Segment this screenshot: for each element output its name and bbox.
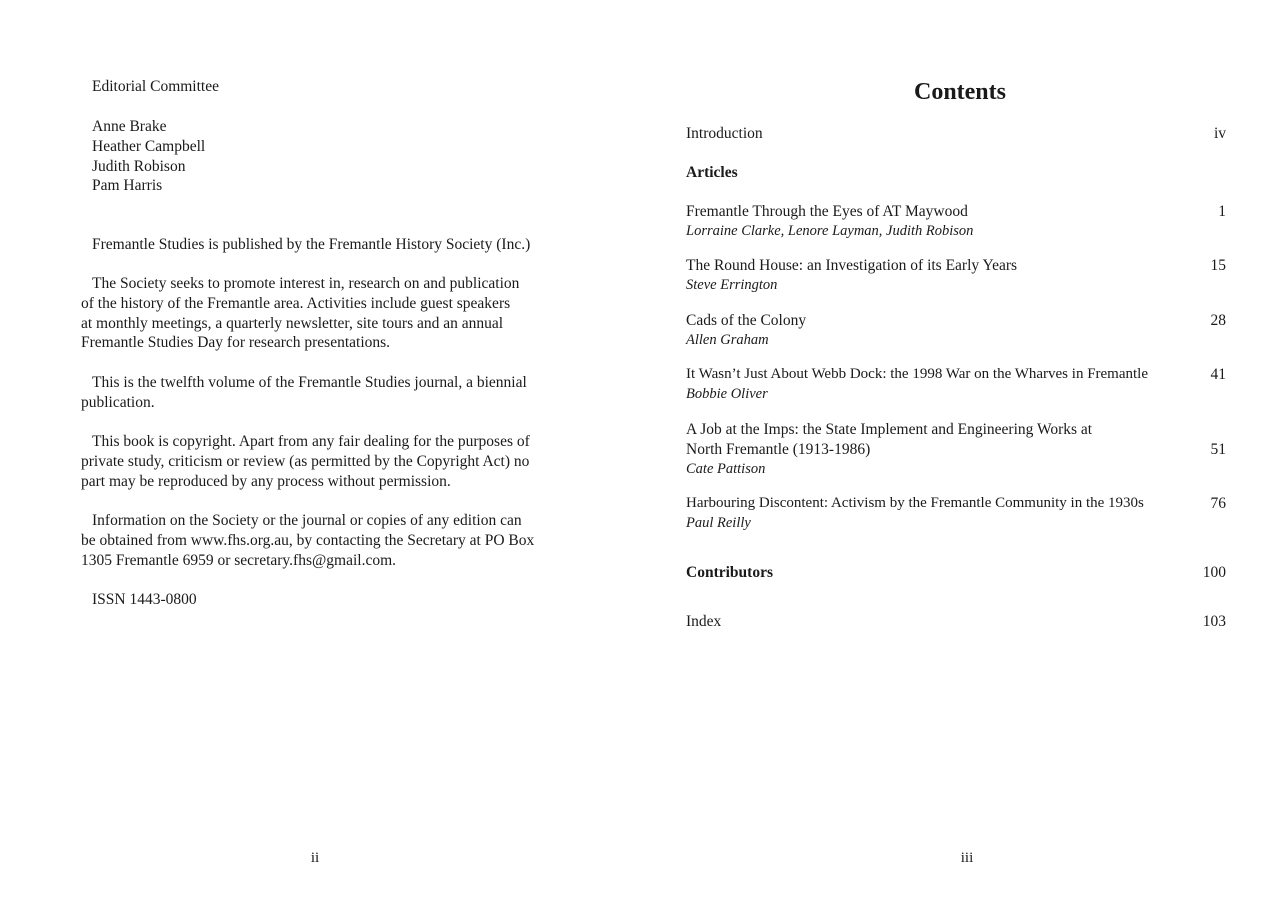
toc-entry-title-line-2: North Fremantle (1913-1986) <box>686 440 871 458</box>
information-paragraph: Information on the Society or the journal or copies of any edition can be obtained from www.fhs.org.au, by contacting the Secretary at PO Box 1305 Fremantle 6959 or secretary.fhs@gmail.com. <box>81 512 535 569</box>
toc-entry-title: Introduction <box>686 125 763 142</box>
toc-entry-author: Bobbie Oliver <box>686 385 768 402</box>
toc-entry-page: 41 <box>1210 366 1226 383</box>
toc-entry-title: Harbouring Discontent: Activism by the Fremantle Community in the 1930s <box>686 495 1144 511</box>
toc-entry-title: It Wasn’t Just About Webb Dock: the 1998 War on the Wharves in Fremantle <box>686 366 1149 382</box>
toc-entry-title: Index <box>686 613 722 630</box>
editor-name: Judith Robison <box>92 157 186 175</box>
toc-entry-author: Paul Reilly <box>686 514 751 531</box>
articles-heading: Articles <box>686 164 738 181</box>
toc-entry-page: 103 <box>1202 613 1226 630</box>
toc-entry-article[interactable] <box>686 420 1226 479</box>
toc-entry-page: iv <box>1213 125 1226 142</box>
contents-title: Contents <box>913 79 1006 105</box>
toc-entry-page: 100 <box>1202 564 1226 581</box>
toc-entry-title: Cads of the Colony <box>686 312 807 329</box>
toc-entry-article[interactable] <box>686 256 1226 296</box>
toc-entry-author: Steve Errington <box>686 276 778 293</box>
toc-entry-author: Lorraine Clarke, Lenore Layman, Judith Robison <box>686 222 974 239</box>
volume-paragraph: This is the twelfth volume of the Fremantle Studies journal, a biennial publication. <box>81 374 527 411</box>
toc-entry-article[interactable] <box>686 202 1226 242</box>
editorial-committee-heading: Editorial Committee <box>92 78 219 95</box>
society-paragraph: The Society seeks to promote interest in, research on and publication of the history of the Fremantle area. Activities include guest speakers at monthly meetings, a quarterly newsletter, site tours and an annual Fremantle Studies Day for research presentations. <box>81 275 520 352</box>
toc-entry-page: 1 <box>1218 203 1226 220</box>
toc-entry-page: 51 <box>1210 440 1226 458</box>
editor-name: Heather Campbell <box>92 137 206 155</box>
toc-entry-article[interactable] <box>686 365 1226 405</box>
toc-entry-title: The Round House: an Investigation of its Early Years <box>686 257 1018 274</box>
toc-entry-page: 15 <box>1210 257 1226 274</box>
copyright-paragraph: This book is copyright. Apart from any fair dealing for the purposes of private study, criticism or review (as permitted by the Copyright Act) no part may be reproduced by any process without permission. <box>81 433 530 490</box>
page-number-right: iii <box>960 850 974 866</box>
toc-entry-introduction[interactable] <box>686 124 1226 144</box>
toc-entry-title: A Job at the Imps: the State Implement and Engineering Works at <box>686 421 1093 438</box>
toc-entry-page: 28 <box>1210 312 1226 329</box>
right-page <box>640 0 1280 908</box>
page-number-left: ii <box>310 850 320 866</box>
editor-name: Anne Brake <box>92 118 167 135</box>
toc-entry-article[interactable] <box>686 311 1226 351</box>
editor-name: Pam Harris <box>92 177 163 195</box>
toc-entry-index[interactable] <box>686 612 1226 632</box>
toc-entry-title: Contributors <box>686 564 773 581</box>
toc-entry-page: 76 <box>1210 495 1226 512</box>
toc-entry-article[interactable] <box>686 494 1226 534</box>
editors-list <box>81 117 551 196</box>
issn-number: ISSN 1443-0800 <box>92 591 197 608</box>
toc-entry-title: Fremantle Through the Eyes of AT Maywood <box>686 203 968 220</box>
toc-entry-contributors[interactable] <box>686 563 1226 583</box>
toc-entry-author: Cate Pattison <box>686 460 766 477</box>
published-statement: Fremantle Studies is published by the Fremantle History Society (Inc.) <box>92 236 531 253</box>
toc-entry-author: Allen Graham <box>686 331 769 348</box>
